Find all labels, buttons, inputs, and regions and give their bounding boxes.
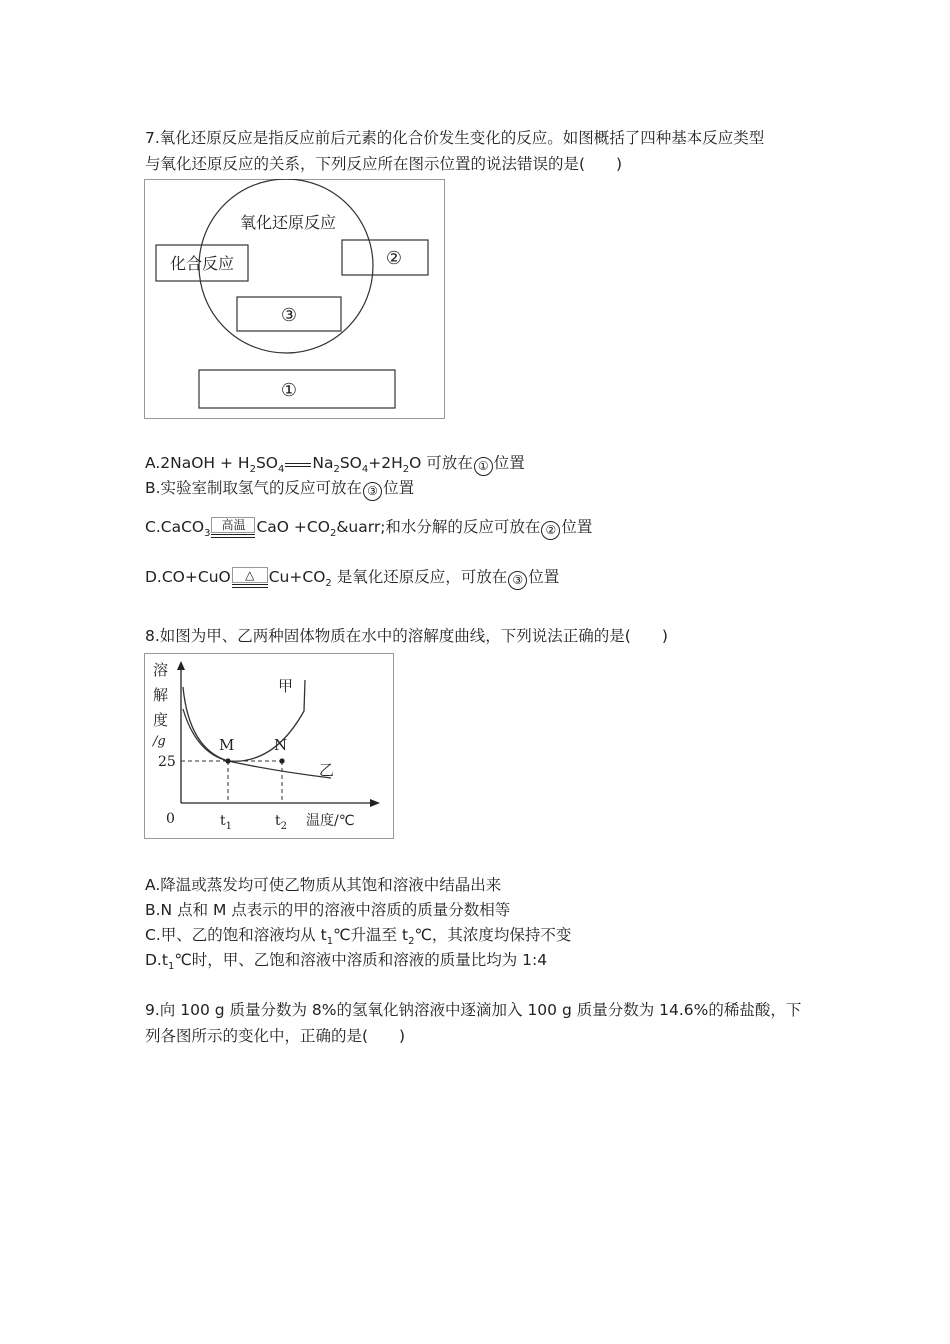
q8-solubility-chart xyxy=(144,653,394,840)
origin-label: 0 xyxy=(166,811,175,827)
q7-venn-figure xyxy=(144,179,446,420)
reaction-condition-high-temp: 高温 xyxy=(211,517,255,538)
label-jia: 甲 xyxy=(278,677,294,695)
ylabel-char-1: 溶 xyxy=(153,661,169,679)
q7-stem-line2: 与氧化还原反应的关系，下列反应所在图示位置的说法错误的是( ) xyxy=(145,155,623,173)
mark-2: ② xyxy=(385,248,403,269)
ylabel-char-2: 解 xyxy=(153,686,169,704)
circled-2: ② xyxy=(541,521,560,540)
q8-option-a: A.降温或蒸发均可使乙物质从其饱和溶液中结晶出来 xyxy=(145,876,502,894)
reaction-condition-heat: △ xyxy=(232,567,268,588)
q7-stem-line1: 7.氧化还原反应是指反应前后元素的化合价发生变化的反应。如图概括了四种基本反应类型 xyxy=(145,129,765,147)
circled-3: ③ xyxy=(363,482,382,501)
xtick-t2: $t_2$ xyxy=(275,813,288,832)
circled-1: ① xyxy=(474,457,493,476)
q9-stem-line1: 9.向 100 g 质量分数为 8%的氢氧化钠溶液中逐滴加入 100 g 质量分数为 14.6%的稀盐酸，下 xyxy=(145,1001,802,1019)
equals-sign xyxy=(285,461,311,467)
q8-option-b: B.N 点和 M 点表示的甲的溶液中溶质的质量分数相等 xyxy=(145,901,511,919)
combination-label: 化合反应 xyxy=(169,254,235,273)
label-yi: 乙 xyxy=(319,761,335,779)
mark-1: ① xyxy=(280,380,298,401)
xlabel: 温度/℃ xyxy=(306,813,355,829)
ylabel-unit: /g xyxy=(153,734,166,749)
q7-option-a: A.2NaOH + $H_2SO_4$ $Na_2SO_4+2H_2O$ 可放在 ① 位置 xyxy=(145,454,525,475)
q9-stem-line2: 列各图所示的变化中，正确的是( ) xyxy=(145,1027,406,1045)
mark-3: ③ xyxy=(280,305,298,326)
q8-stem: 8.如图为甲、乙两种固体物质在水中的溶解度曲线，下列说法正确的是( ) xyxy=(145,627,668,645)
redox-label: 氧化还原反应 xyxy=(239,213,337,232)
ylabel-char-3: 度 xyxy=(153,711,169,729)
xtick-t1: $t_1$ xyxy=(220,813,233,832)
q7-option-d: D.CO+CuO △ $Cu+CO_2$ 是氧化还原反应，可放在 ③ 位置 xyxy=(145,568,560,589)
q8-option-d: $D.t_1℃$时，甲、乙饱和溶液中溶质和溶液的质量比均为 1:4 xyxy=(145,951,548,972)
q7-option-b: B.实验室制取氢气的反应可放在 ③ 位置 xyxy=(145,477,414,501)
circled-3: ③ xyxy=(508,571,527,590)
point-m xyxy=(225,758,230,763)
label-m: M xyxy=(219,736,235,754)
label-n: N xyxy=(274,736,288,754)
q8-option-c: C.甲、乙的饱和溶液均从 $t_1℃$升温至 $t_2℃$，其浓度均保持不变 xyxy=(145,926,572,947)
point-n xyxy=(279,758,284,763)
q7-option-c: C.CaCO$_3$ 高温 CaO $+CO_2\&uarr$;和水分解的反应可放在 ② 位置 xyxy=(145,518,593,539)
ytick-25: 25 xyxy=(158,754,176,770)
